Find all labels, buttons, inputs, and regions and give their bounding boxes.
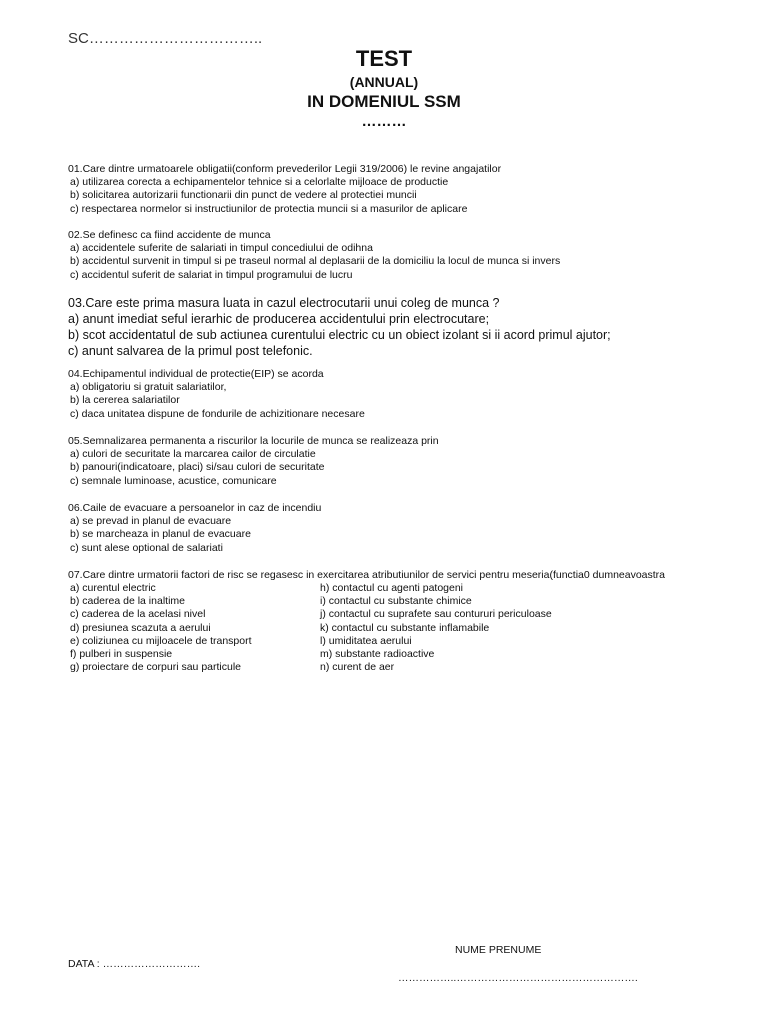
question-text: 05.Semnalizarea permanenta a riscurilor la locurile de munca se realizeaza prin xyxy=(68,435,439,447)
company-field: SC…………………………….. xyxy=(68,30,263,47)
page-domain-title: IN DOMENIUL SSM xyxy=(307,92,461,111)
question-4 xyxy=(68,368,365,421)
answer-option: b) scot accidentatul de sub actiunea curentului electric cu un obiect izolant si ii acord primul ajutor; xyxy=(68,328,611,342)
answer-option: a) accidentele suferite de salariati in timpul concediului de odihna xyxy=(70,242,373,255)
answer-option: b) solicitarea autorizarii functionarii din punct de vedere al protectiei muncii xyxy=(70,189,417,202)
risk-factor-right: k) contactul cu substante inflamabile xyxy=(320,621,490,634)
answer-option: b) se marcheaza in planul de evacuare xyxy=(70,528,251,541)
risk-factor-left: c) caderea de la acelasi nivel xyxy=(70,608,206,621)
risk-factor-right: n) curent de aer xyxy=(320,661,395,674)
risk-factor-left: b) caderea de la inaltime xyxy=(70,595,185,608)
answer-option: b) accidentul survenit in timpul si pe traseul normal al deplasarii de la domiciliu la locul de munca si invers xyxy=(70,255,561,268)
question-text: 03.Care este prima masura luata in cazul electrocutarii unui coleg de munca ? xyxy=(68,296,500,310)
question-7 xyxy=(68,569,665,582)
risk-factor-right: i) contactul cu substante chimice xyxy=(320,595,472,608)
answer-option: c) semnale luminoase, acustice, comunicare xyxy=(70,474,277,487)
question-2 xyxy=(68,229,560,282)
risk-factor-left: g) proiectare de corpuri sau particule xyxy=(70,661,242,674)
question-text: 07.Care dintre urmatorii factori de risc se regasesc in exercitarea atributiunilor de servici pentru meseria(functia0 dumneavoastra xyxy=(68,569,666,581)
question-6 xyxy=(68,502,321,555)
answer-option: c) anunt salvarea de la primul post telefonic. xyxy=(68,344,313,358)
question-text: 06.Caile de evacuare a persoanelor in caz de incendiu xyxy=(68,502,322,514)
question-text: 02.Se definesc ca fiind accidente de munca xyxy=(68,229,271,241)
question-1 xyxy=(68,163,501,216)
risk-factor-right: j) contactul cu suprafete sau contururi periculoase xyxy=(320,608,552,621)
risk-factor-right: m) substante radioactive xyxy=(320,647,435,660)
risk-factor-right: h) contactul cu agenti patogeni xyxy=(320,582,464,594)
answer-option: b) panouri(indicatoare, placi) si/sau culori de securitate xyxy=(70,461,325,474)
answer-option: a) utilizarea corecta a echipamentelor tehnice si a celorlalte mijloace de productie xyxy=(70,176,449,189)
question-5 xyxy=(68,435,439,488)
question-text: 01.Care dintre urmatoarele obligatii(conform prevederilor Legii 319/2006) le revine angajatilor xyxy=(68,163,502,175)
answer-option: a) anunt imediat seful ierarhic de producerea accidentului prin electrocutare; xyxy=(68,312,490,326)
name-label: NUME PRENUME xyxy=(455,944,542,956)
answer-option: c) sunt alese optional de salariati xyxy=(70,541,223,554)
risk-factor-left: f) pulberi in suspensie xyxy=(70,647,173,660)
title-dots: ……… xyxy=(361,113,407,130)
answer-option: a) obligatoriu si gratuit salariatilor, xyxy=(70,381,227,394)
answer-option: b) la cererea salariatilor xyxy=(70,394,180,407)
answer-option: a) se prevad in planul de evacuare xyxy=(70,515,232,528)
question-text: 04.Echipamentul individual de protectie(EIP) se acorda xyxy=(68,368,324,380)
answer-option: a) culori de securitate la marcarea cailor de circulatie xyxy=(70,448,316,461)
name-signature-line: ……………..……………………………………………. xyxy=(398,972,638,984)
question-3 xyxy=(68,295,611,359)
risk-factor-left: e) coliziunea cu mijloacele de transport xyxy=(70,634,252,647)
answer-option: c) daca unitatea dispune de fondurile de achizitionare necesare xyxy=(70,407,365,420)
answer-option: c) respectarea normelor si instructiunilor de protectia muncii si a masurilor de aplicare xyxy=(70,202,468,215)
answer-option: c) accidentul suferit de salariat in timpul programului de lucru xyxy=(70,268,353,281)
risk-factor-right: l) umiditatea aerului xyxy=(320,634,412,647)
page-title: TEST xyxy=(355,46,413,71)
date-field: DATA : ………………………. xyxy=(68,958,201,970)
risk-factor-left: a) curentul electric xyxy=(70,582,156,594)
page-subtitle: (ANNUAL) xyxy=(349,74,419,90)
risk-factor-left: d) presiunea scazuta a aerului xyxy=(70,621,211,634)
